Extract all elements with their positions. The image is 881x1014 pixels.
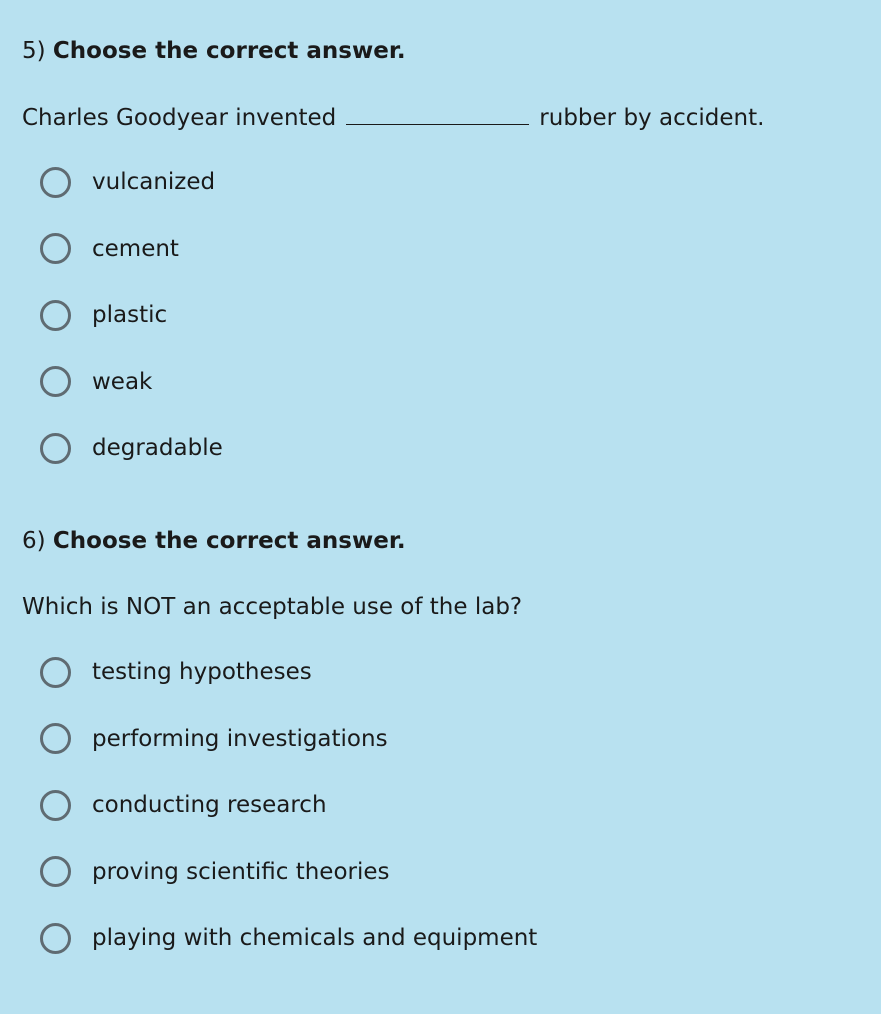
option-label: conducting research: [92, 792, 327, 818]
option-playing-with-chemicals[interactable]: [40, 918, 537, 958]
question-title: Choose the correct answer.: [52, 528, 406, 554]
question-heading: [22, 526, 537, 556]
option-weak[interactable]: [40, 362, 764, 402]
radio-button[interactable]: [40, 167, 71, 198]
option-label: playing with chemicals and equipment: [92, 925, 538, 951]
radio-button[interactable]: [40, 433, 71, 464]
answer-options: [40, 652, 537, 958]
question-prompt: [22, 102, 764, 132]
option-proving-scientific-theories[interactable]: [40, 852, 537, 892]
prompt-text-before: Charles Goodyear invented: [22, 105, 337, 131]
question-title: Choose the correct answer.: [52, 38, 406, 64]
option-degradable[interactable]: [40, 428, 764, 468]
option-testing-hypotheses[interactable]: [40, 652, 537, 692]
option-label: cement: [92, 235, 179, 262]
option-label: weak: [92, 368, 153, 395]
option-performing-investigations[interactable]: [40, 719, 537, 759]
question-number: 6): [22, 528, 46, 554]
radio-button[interactable]: [40, 366, 71, 397]
question-prompt: [22, 592, 537, 622]
radio-button[interactable]: [40, 856, 71, 887]
prompt-text-after: rubber by accident.: [539, 105, 765, 131]
radio-button[interactable]: [40, 923, 71, 954]
radio-button[interactable]: [40, 300, 71, 331]
answer-options: [40, 162, 764, 468]
option-cement[interactable]: [40, 229, 764, 269]
option-label: performing investigations: [92, 725, 388, 752]
radio-button[interactable]: [40, 657, 71, 688]
option-label: degradable: [92, 435, 223, 461]
option-label: proving scientific theories: [92, 858, 390, 885]
question-6: [22, 526, 537, 985]
question-5: [22, 36, 764, 495]
radio-button[interactable]: [40, 723, 71, 754]
question-heading: [22, 36, 764, 66]
question-number: 5): [22, 38, 46, 64]
option-plastic[interactable]: [40, 295, 764, 335]
option-vulcanized[interactable]: [40, 162, 764, 202]
option-label: vulcanized: [92, 169, 216, 195]
option-label: plastic: [92, 302, 168, 328]
prompt-text: Which is NOT an acceptable use of the lab?: [22, 594, 523, 620]
option-label: testing hypotheses: [92, 659, 312, 685]
option-conducting-research[interactable]: [40, 785, 537, 825]
radio-button[interactable]: [40, 233, 71, 264]
answer-blank: [346, 102, 529, 125]
radio-button[interactable]: [40, 790, 71, 821]
